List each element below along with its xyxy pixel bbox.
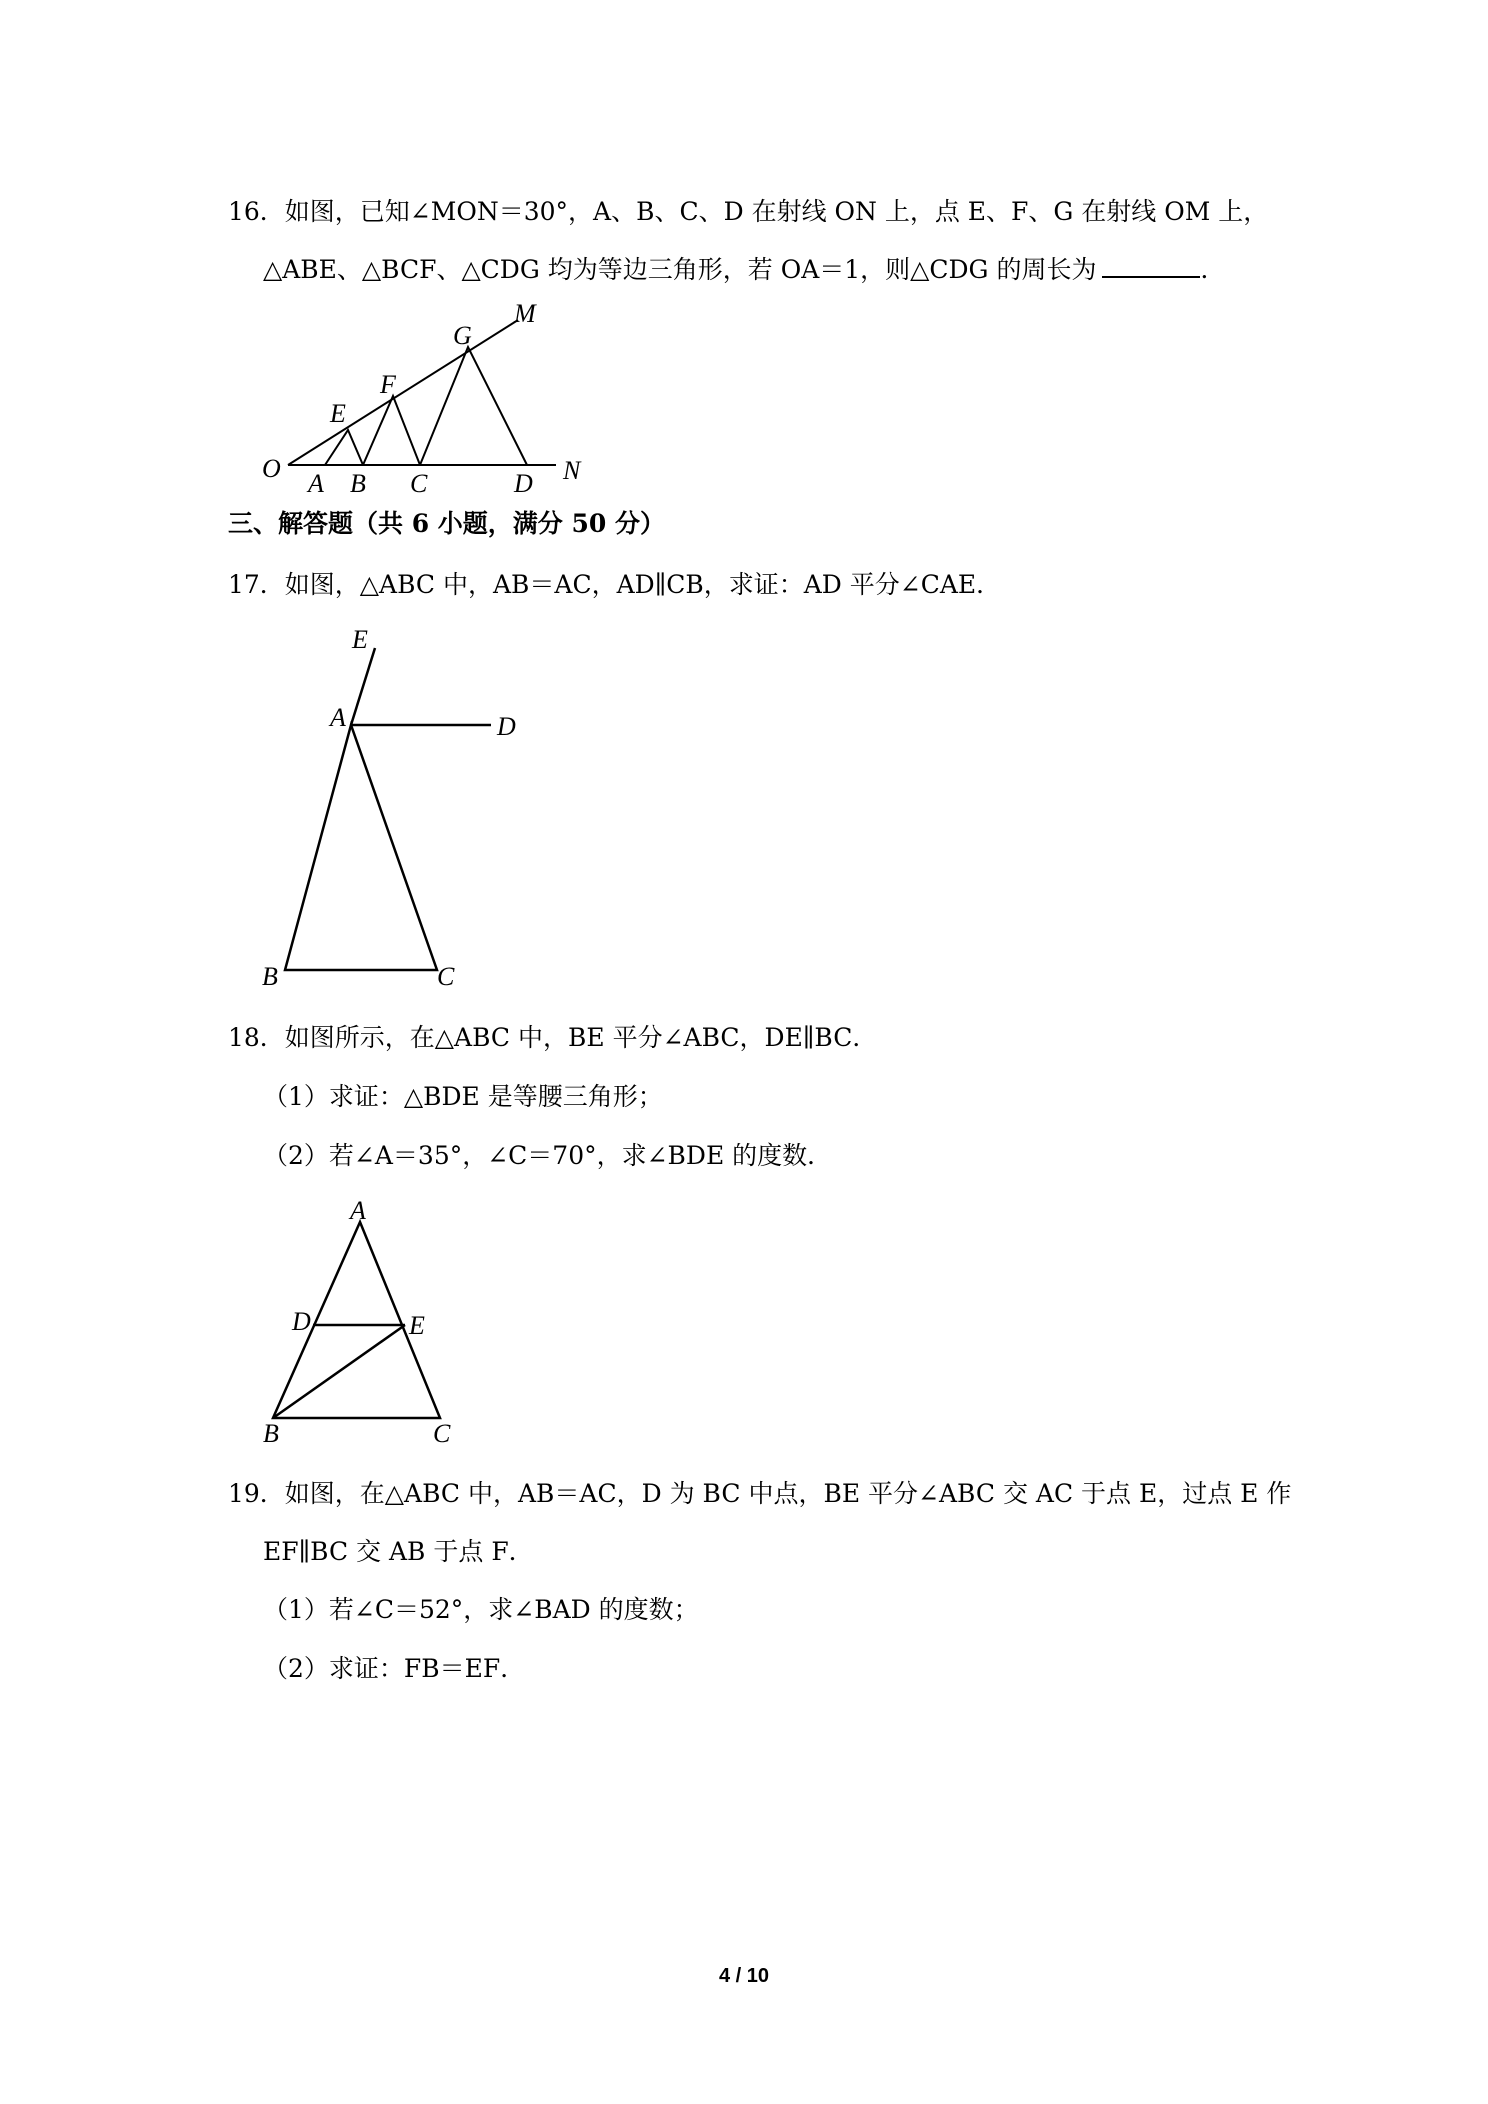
- q16-line1: 16．如图，已知∠MON＝30°，A、B、C、D 在射线 ON 上，点 E、F、G 在射线 OM 上，: [228, 197, 1269, 226]
- label-f: F: [380, 370, 396, 399]
- label-e: E: [409, 1311, 425, 1340]
- label-g: G: [453, 321, 472, 350]
- label-a: A: [350, 1196, 366, 1225]
- label-e: E: [330, 399, 346, 428]
- label-b: B: [263, 1419, 279, 1448]
- label-c: C: [433, 1419, 451, 1448]
- label-b: B: [350, 469, 366, 498]
- label-a: A: [330, 703, 346, 732]
- label-d: D: [514, 469, 533, 498]
- q16-line2-end: ．: [1200, 255, 1226, 284]
- q19-line1: 19．如图，在△ABC 中，AB＝AC，D 为 BC 中点，BE 平分∠ABC 交 AC 于点 E，过点 E 作: [228, 1479, 1292, 1508]
- q17-text: 17．如图，△ABC 中，AB＝AC，AD∥CB，求证：AD 平分∠CAE．: [228, 570, 1002, 599]
- label-c: C: [410, 469, 428, 498]
- q16-line2-text: △ABE、△BCF、△CDG 均为等边三角形，若 OA＝1，则△CDG 的周长为: [263, 255, 1097, 284]
- q19-line2: EF∥BC 交 AB 于点 F．: [263, 1537, 534, 1566]
- q18-part1: （1）求证：△BDE 是等腰三角形；: [263, 1082, 663, 1111]
- label-a: A: [308, 469, 324, 498]
- q18-text: 18．如图所示，在△ABC 中，BE 平分∠ABC，DE∥BC．: [228, 1023, 878, 1052]
- q19-part1: （1）若∠C＝52°，求∠BAD 的度数；: [263, 1595, 699, 1624]
- page-number: 4 / 10: [718, 1965, 770, 1987]
- label-e: E: [352, 625, 368, 654]
- q19-part2: （2）求证：FB＝EF．: [263, 1654, 526, 1683]
- label-c: C: [437, 962, 455, 991]
- label-d: D: [497, 712, 516, 741]
- q18-part2: （2）若∠A＝35°，∠C＝70°，求∠BDE 的度数．: [263, 1141, 833, 1170]
- label-m: M: [514, 299, 536, 328]
- label-n: N: [563, 456, 581, 485]
- label-o: O: [262, 454, 281, 483]
- section-heading: 三、解答题（共 6 小题，满分 50 分）: [228, 509, 666, 538]
- label-d: D: [292, 1307, 311, 1336]
- label-b: B: [262, 962, 278, 991]
